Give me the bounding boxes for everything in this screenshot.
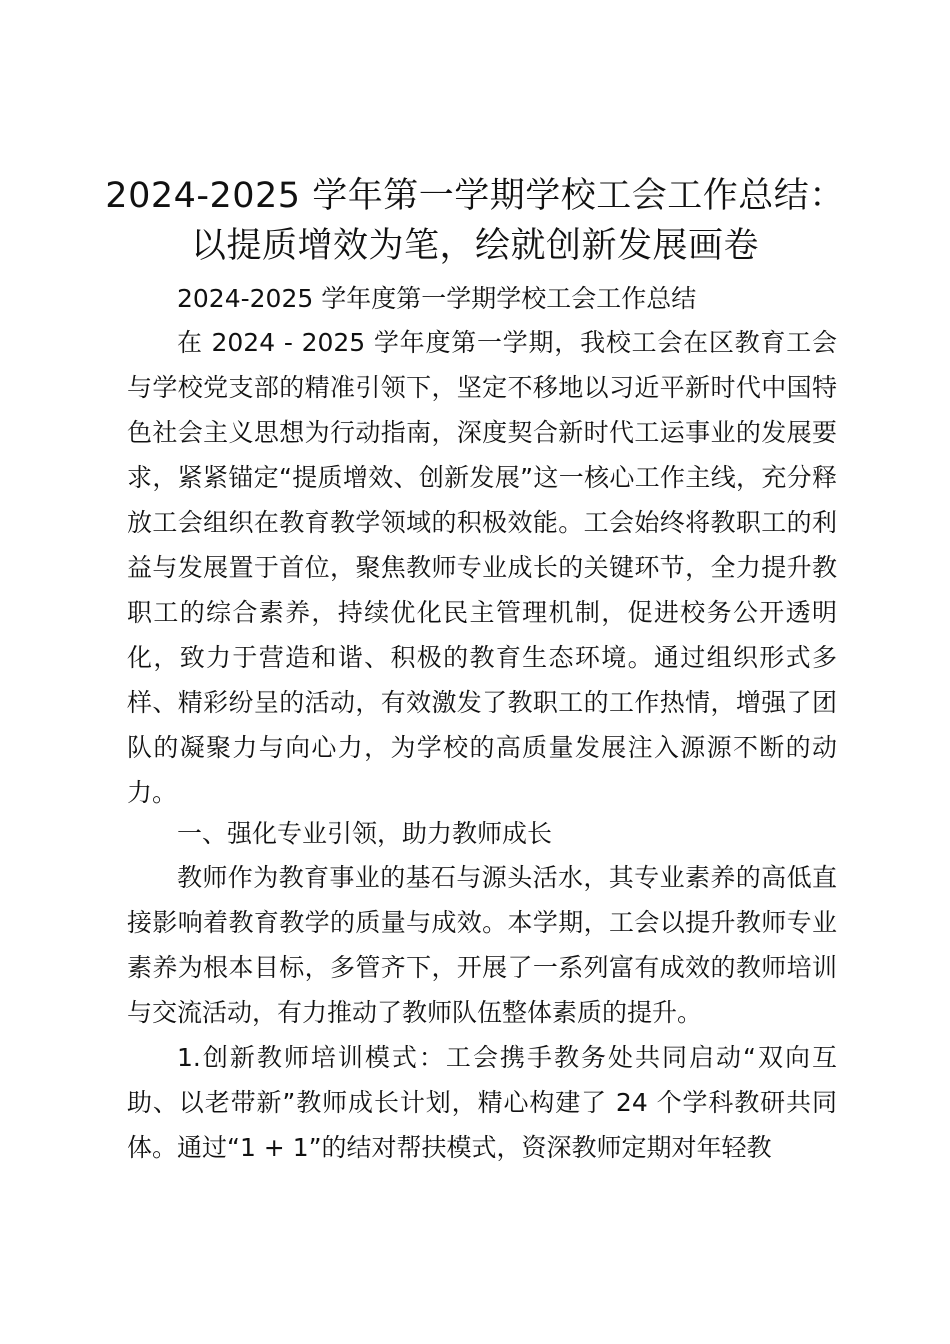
document-title-line-2: 以提质增效为笔，绘就创新发展画卷	[190, 226, 759, 266]
intro-paragraph: 在 2024 - 2025 学年度第一学期，我校工会在区教育工会与学校党支部的精准引领下，坚定不移地以习近平新时代中国特色社会主义思想为行动指南，深度契合新时代工运事业的发展要求，紧紧锚定“提质增效、创新发展”这一核心工作主线，充分释放工会组织在教育教学领域的积极效能。工会始终将教职工的利益与发展置于首位，聚焦教师专业成长的关键环节，全力提升教职工的综合素养，持续优化民主管理机制，促进校务公开透明化，致力于营造和谐、积极的教育生态环境。通过组织形式多样、精彩纷呈的活动，有效激发了教职工的工作热情，增强了团队的凝聚力与向心力，为学校的高质量发展注入源源不断的动力。	[127, 328, 837, 807]
section-1-heading: 一、强化专业引领，助力教师成长	[177, 819, 553, 848]
document-subtitle: 2024-2025 学年度第一学期学校工会工作总结	[177, 284, 697, 313]
document-title-line-1: 2024-2025 学年第一学期学校工会工作总结：	[105, 176, 845, 216]
item-1-paragraph: 1.创新教师培训模式：工会携手教务处共同启动“双向互助、以老带新”教师成长计划，精心构建了 24 个学科教研共同体。通过“1 + 1”的结对帮扶模式，资深教师定期对年轻教	[127, 1043, 837, 1162]
section-1-paragraph: 教师作为教育事业的基石与源头活水，其专业素养的高低直接影响着教育教学的质量与成效。本学期，工会以提升教师专业素养为根本目标，多管齐下，开展了一系列富有成效的教师培训与交流活动，有力推动了教师队伍整体素质的提升。	[127, 863, 837, 1027]
